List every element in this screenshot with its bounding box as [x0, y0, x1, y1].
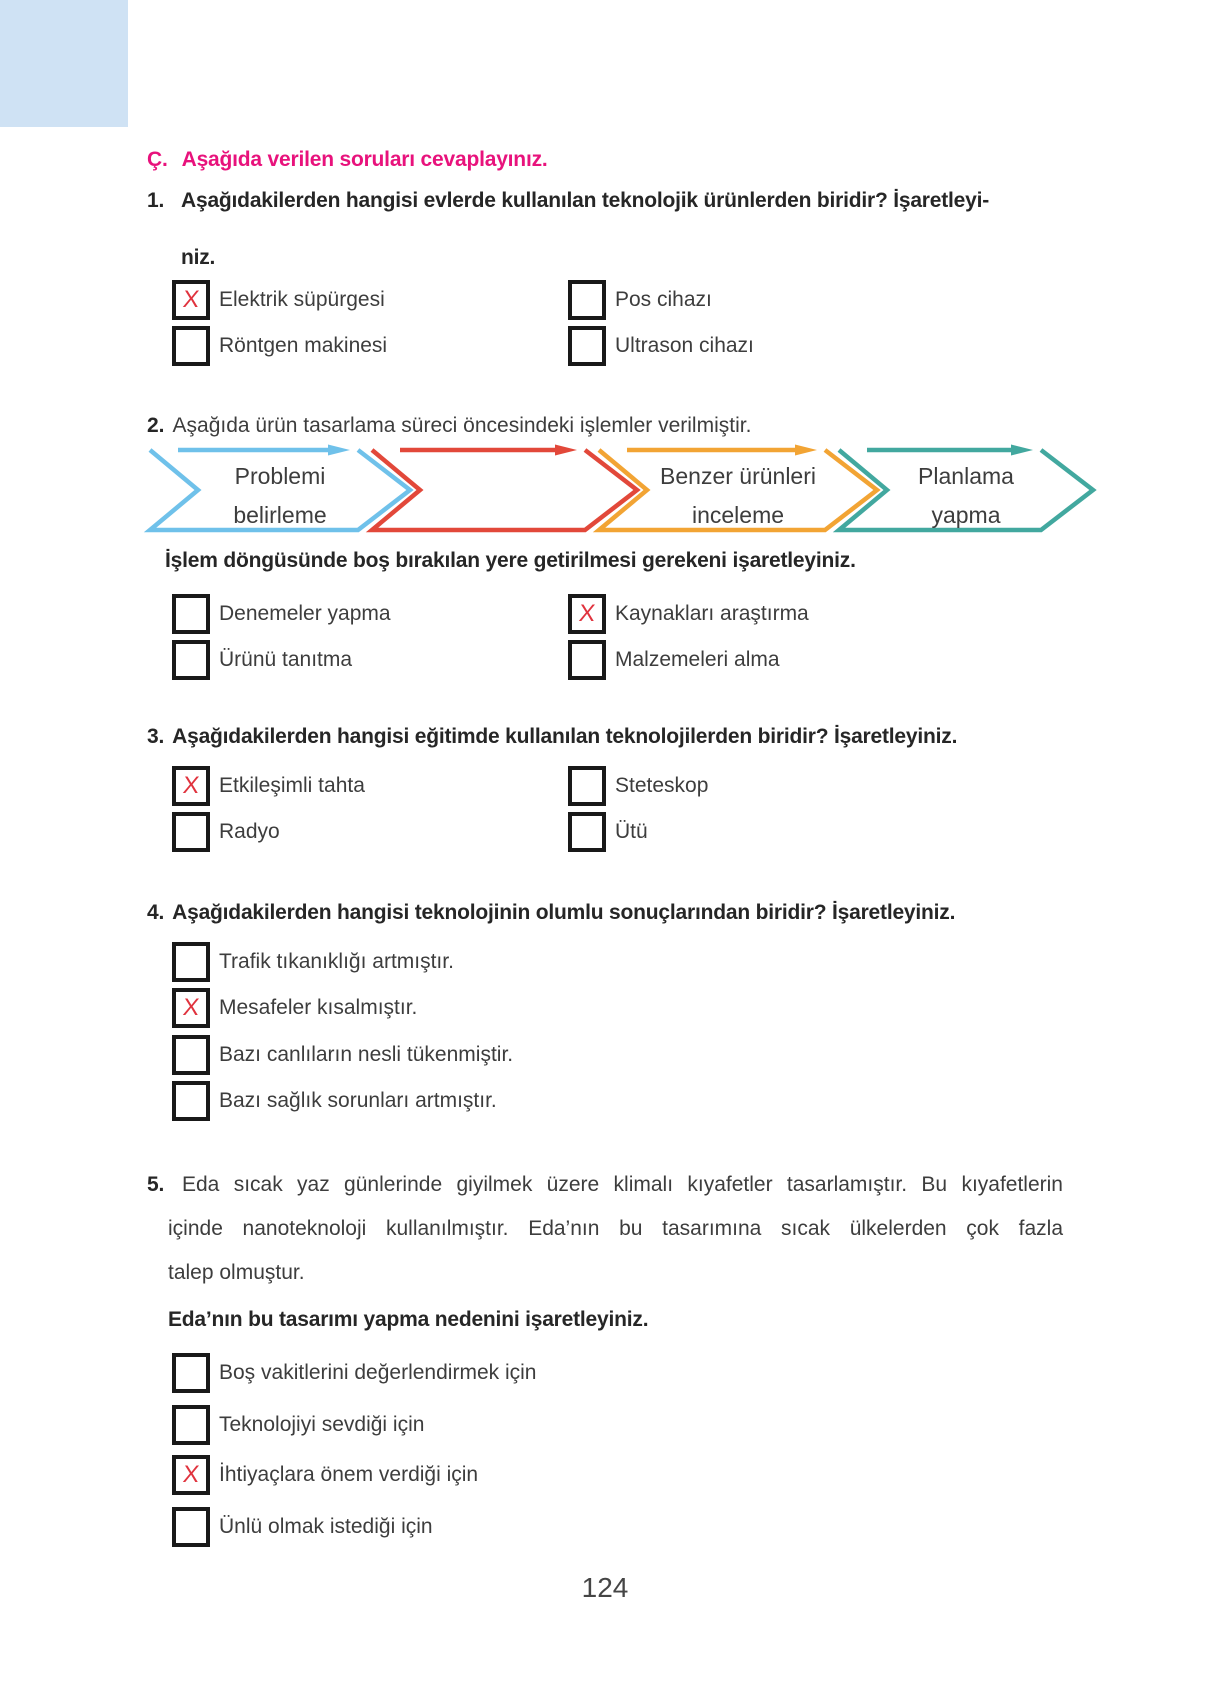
- option-label: Bazı canlıların nesli tükenmiştir.: [219, 1043, 514, 1066]
- checkbox[interactable]: [172, 594, 210, 634]
- question-5-para-line2: içinde nanoteknoloji kullanılmıştır. Eda’nın bu tasarımına sıcak ülkelerden çok fazla: [168, 1217, 1063, 1240]
- option-label: Malzemeleri alma: [615, 648, 780, 671]
- option-label: Trafik tıkanıklığı artmıştır.: [219, 950, 454, 973]
- option-label: Ultrason cihazı: [615, 334, 754, 357]
- option-pos-cihazi: [568, 280, 712, 320]
- flow-step-3-label-line2: inceleme: [691, 502, 785, 528]
- x-mark: X: [181, 1461, 201, 1488]
- checkbox[interactable]: [172, 640, 210, 680]
- option-ihtiyaclara-onem: [172, 1455, 478, 1495]
- checkbox[interactable]: [172, 812, 210, 852]
- flow-arrowhead-4: [1011, 445, 1033, 456]
- flow-arrowhead-3: [795, 445, 817, 456]
- question-2-instruction: İşlem döngüsünde boş bırakılan yere getirilmesi gerekeni işaretleyiniz.: [165, 549, 856, 572]
- checkbox[interactable]: [172, 766, 210, 806]
- x-mark: X: [181, 772, 201, 799]
- question-1-text-line1: Aşağıdakilerden hangisi evlerde kullanılan teknolojik ürünlerden biridir? İşaretleyi-: [181, 189, 990, 212]
- question-5-para-line1: Eda sıcak yaz günlerinde giyilmek üzere klimalı kıyafetler tasarlamıştır. Bu kıyafetlerin: [182, 1173, 1063, 1196]
- x-mark: X: [181, 286, 201, 313]
- x-mark: X: [181, 994, 201, 1021]
- question-5-instruction: Eda’nın bu tasarımı yapma nedenini işaretleyiniz.: [168, 1308, 649, 1331]
- option-canlilarin-nesli: [172, 1035, 513, 1075]
- option-elektrik-supurgesi: [172, 280, 385, 320]
- process-flow-diagram: [138, 444, 1113, 536]
- question-4-text: [147, 899, 955, 927]
- option-label: Röntgen makinesi: [219, 334, 388, 357]
- option-label: Ünlü olmak istediği için: [219, 1515, 433, 1538]
- section-title: Aşağıda verilen soruları cevaplayınız.: [181, 148, 548, 171]
- checkbox[interactable]: [172, 988, 210, 1028]
- section-header: [147, 148, 548, 172]
- option-label: Kaynakları araştırma: [615, 602, 809, 625]
- flow-arrowhead-2: [555, 445, 577, 456]
- option-label: Radyo: [219, 820, 280, 843]
- question-2-intro: [147, 412, 751, 440]
- option-urunu-tanitma: [172, 640, 352, 680]
- option-teknolojiyi-sevdigi: [172, 1405, 424, 1445]
- question-4-number: 4.: [147, 901, 165, 924]
- option-label: İhtiyaçlara önem verdiği için: [219, 1463, 479, 1486]
- question-2-number: 2.: [147, 414, 165, 437]
- option-radyo: [172, 812, 280, 852]
- flow-step-1-label-line1: Problemi: [234, 463, 326, 489]
- page-number: 124: [581, 1572, 629, 1603]
- option-etkilesimli-tahta: [172, 766, 365, 806]
- option-rontgen-makinesi: [172, 326, 387, 366]
- question-3-text: [147, 723, 957, 751]
- option-label: Elektrik süpürgesi: [219, 288, 385, 311]
- option-unlu-olmak: [172, 1507, 433, 1547]
- question-4-text-content: Aşağıdakilerden hangisi teknolojinin olumlu sonuçlarından biridir? İşaretleyiniz.: [172, 901, 956, 924]
- checkbox[interactable]: [172, 280, 210, 320]
- question-5-number: 5.: [147, 1173, 165, 1196]
- option-label: Boş vakitlerini değerlendirmek için: [219, 1361, 537, 1384]
- option-label: Ütü: [615, 820, 648, 843]
- checkbox[interactable]: [568, 280, 606, 320]
- page-corner-decoration: [0, 0, 128, 127]
- flow-arrowhead-1: [328, 445, 350, 456]
- checkbox[interactable]: [172, 1353, 210, 1393]
- checkbox[interactable]: [172, 1455, 210, 1495]
- flow-step-1-label-line2: belirleme: [233, 502, 327, 528]
- checkbox[interactable]: [172, 1405, 210, 1445]
- option-mesafeler-kisalmistir: [172, 988, 417, 1028]
- checkbox[interactable]: [568, 812, 606, 852]
- question-3-number: 3.: [147, 725, 165, 748]
- option-label: Etkileşimli tahta: [219, 774, 365, 797]
- option-utu: [568, 812, 648, 852]
- option-label: Ürünü tanıtma: [219, 648, 353, 671]
- option-label: Pos cihazı: [615, 288, 712, 311]
- checkbox[interactable]: [172, 1507, 210, 1547]
- option-label: Steteskop: [615, 774, 709, 797]
- checkbox[interactable]: [568, 594, 606, 634]
- option-ultrason-cihazi: [568, 326, 754, 366]
- question-2-intro-text: Aşağıda ürün tasarlama süreci öncesindeki işlemler verilmiştir.: [172, 414, 752, 437]
- checkbox[interactable]: [172, 942, 210, 982]
- option-kaynaklari-arastirma: [568, 594, 809, 634]
- option-malzemeleri-alma: [568, 640, 780, 680]
- question-1-text-line2: niz.: [181, 246, 216, 269]
- checkbox[interactable]: [568, 326, 606, 366]
- question-1-number: 1.: [147, 189, 165, 212]
- option-trafik-tikanikligi: [172, 942, 454, 982]
- checkbox[interactable]: [172, 1081, 210, 1121]
- option-label: Denemeler yapma: [219, 602, 391, 625]
- option-bos-vakitlerini: [172, 1353, 536, 1393]
- x-mark: X: [577, 600, 597, 627]
- section-letter: Ç.: [147, 148, 168, 171]
- checkbox[interactable]: [172, 326, 210, 366]
- option-denemeler-yapma: [172, 594, 391, 634]
- option-steteskop: [568, 766, 708, 806]
- option-saglik-sorunlari: [172, 1081, 497, 1121]
- checkbox[interactable]: [568, 640, 606, 680]
- flow-step-4-label-line1: Planlama: [918, 463, 1014, 489]
- question-3-text-content: Aşağıdakilerden hangisi eğitimde kullanılan teknolojilerden biridir? İşaretleyiniz.: [172, 725, 958, 748]
- question-5-para-line3: talep olmuştur.: [168, 1261, 305, 1284]
- flow-step-4-label-line2: yapma: [931, 502, 1001, 528]
- option-label: Mesafeler kısalmıştır.: [219, 996, 418, 1019]
- option-label: Teknolojiyi sevdiği için: [219, 1413, 425, 1436]
- checkbox[interactable]: [568, 766, 606, 806]
- flow-step-3-label-line1: Benzer ürünleri: [660, 463, 816, 489]
- option-label: Bazı sağlık sorunları artmıştır.: [219, 1089, 497, 1112]
- checkbox[interactable]: [172, 1035, 210, 1075]
